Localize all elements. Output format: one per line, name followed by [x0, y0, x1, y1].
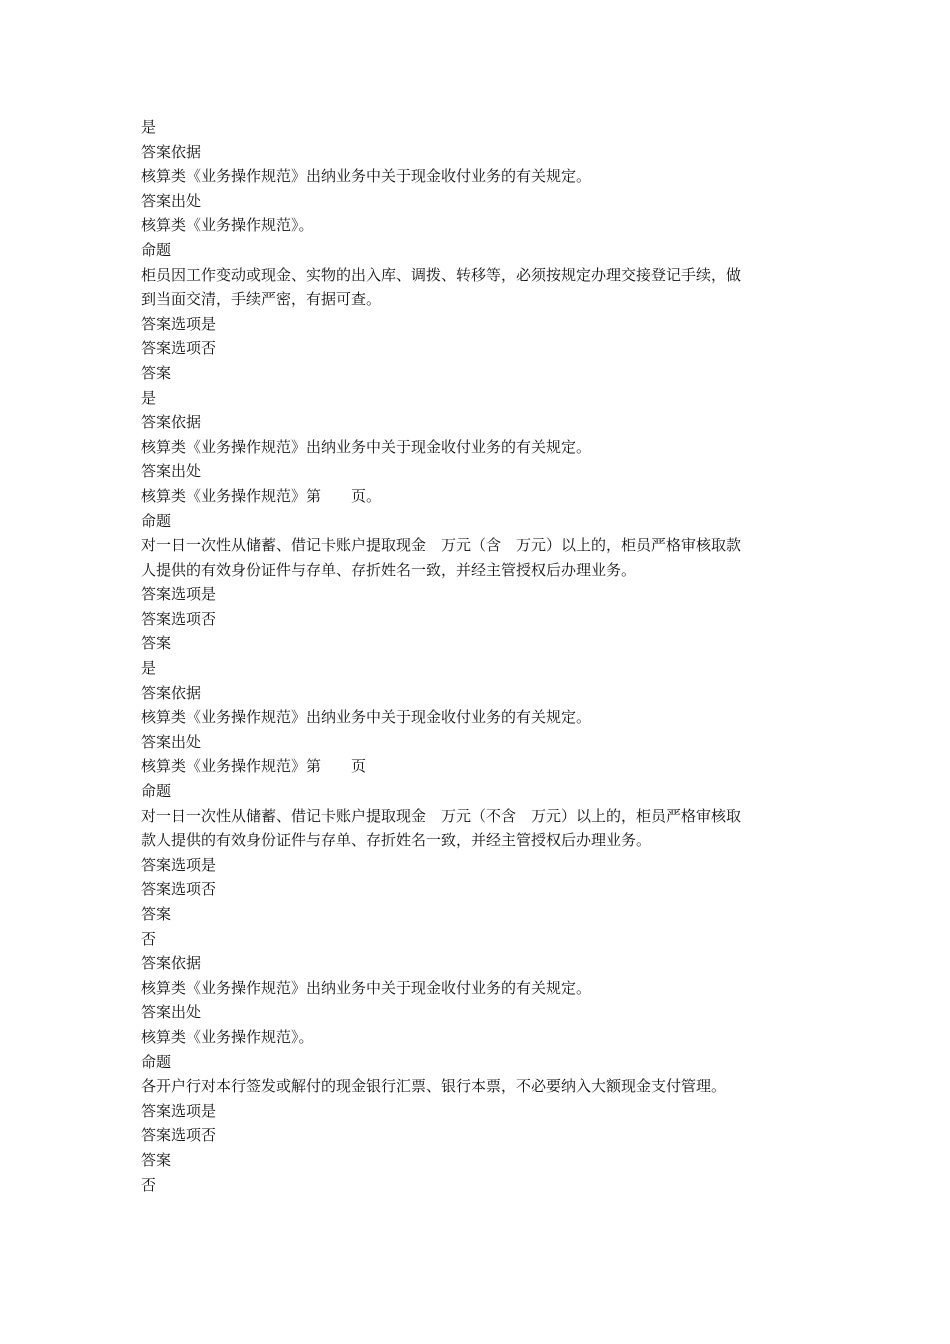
question-text-line: 对一日一次性从储蓄、借记卡账户提取现金 万元（含 万元）以上的，柜员严格审核取款 — [141, 536, 742, 555]
question-label: 命题 — [141, 240, 172, 259]
option-no: 答案选项否 — [141, 1126, 217, 1145]
answer-source-label: 答案出处 — [141, 191, 202, 210]
option-yes: 答案选项是 — [141, 855, 217, 874]
answer-basis-text: 核算类《业务操作规范》出纳业务中关于现金收付业务的有关规定。 — [141, 437, 592, 456]
question-text-line: 对一日一次性从储蓄、借记卡账户提取现金 万元（不含 万元）以上的，柜员严格审核取 — [141, 806, 742, 825]
option-yes: 答案选项是 — [141, 314, 217, 333]
question-text-line: 款人提供的有效身份证件与存单、存折姓名一致，并经主管授权后办理业务。 — [141, 831, 652, 850]
question-label: 命题 — [141, 1052, 172, 1071]
answer-label: 答案 — [141, 363, 172, 382]
answer-source-text: 核算类《业务操作规范》。 — [141, 1027, 314, 1046]
answer-label: 答案 — [141, 1150, 172, 1169]
option-yes: 答案选项是 — [141, 1101, 217, 1120]
answer-source-label: 答案出处 — [141, 462, 202, 481]
answer-label: 答案 — [141, 905, 172, 923]
answer-basis-label: 答案依据 — [141, 413, 202, 432]
answer-value: 否 — [141, 1175, 157, 1194]
answer-basis-label: 答案依据 — [141, 142, 202, 161]
answer-value: 是 — [141, 118, 157, 136]
answer-source-text: 核算类《业务操作规范》。 — [141, 216, 314, 235]
option-no: 答案选项否 — [141, 880, 217, 899]
option-no: 答案选项否 — [141, 609, 217, 628]
option-no: 答案选项否 — [141, 339, 217, 358]
answer-value: 否 — [141, 929, 157, 948]
answer-basis-text: 核算类《业务操作规范》出纳业务中关于现金收付业务的有关规定。 — [141, 978, 592, 997]
question-text-line: 柜员因工作变动或现金、实物的出入库、调拨、转移等，必须按规定办理交接登记手续，做 — [141, 265, 742, 284]
question-text-line: 人提供的有效身份证件与存单、存折姓名一致，并经主管授权后办理业务。 — [141, 560, 637, 579]
answer-basis-label: 答案依据 — [141, 683, 202, 702]
answer-source-text: 核算类《业务操作规范》第 页 — [141, 757, 367, 776]
answer-label: 答案 — [141, 634, 172, 653]
answer-basis-label: 答案依据 — [141, 954, 202, 973]
question-label: 命题 — [141, 511, 172, 530]
question-text-line: 各开户行对本行签发或解付的现金银行汇票、银行本票，不必要纳入大额现金支付管理。 — [141, 1077, 727, 1096]
document-body — [141, 115, 821, 1197]
option-yes: 答案选项是 — [141, 585, 217, 604]
answer-value: 是 — [141, 388, 157, 407]
answer-value: 是 — [141, 659, 157, 678]
question-label: 命题 — [141, 782, 172, 801]
answer-basis-text: 核算类《业务操作规范》出纳业务中关于现金收付业务的有关规定。 — [141, 167, 592, 186]
answer-source-label: 答案出处 — [141, 1003, 202, 1022]
answer-basis-text: 核算类《业务操作规范》出纳业务中关于现金收付业务的有关规定。 — [141, 708, 592, 727]
answer-source-text: 核算类《业务操作规范》第 页。 — [141, 486, 382, 505]
question-text-line: 到当面交清，手续严密，有据可查。 — [141, 290, 382, 309]
answer-source-label: 答案出处 — [141, 732, 202, 751]
